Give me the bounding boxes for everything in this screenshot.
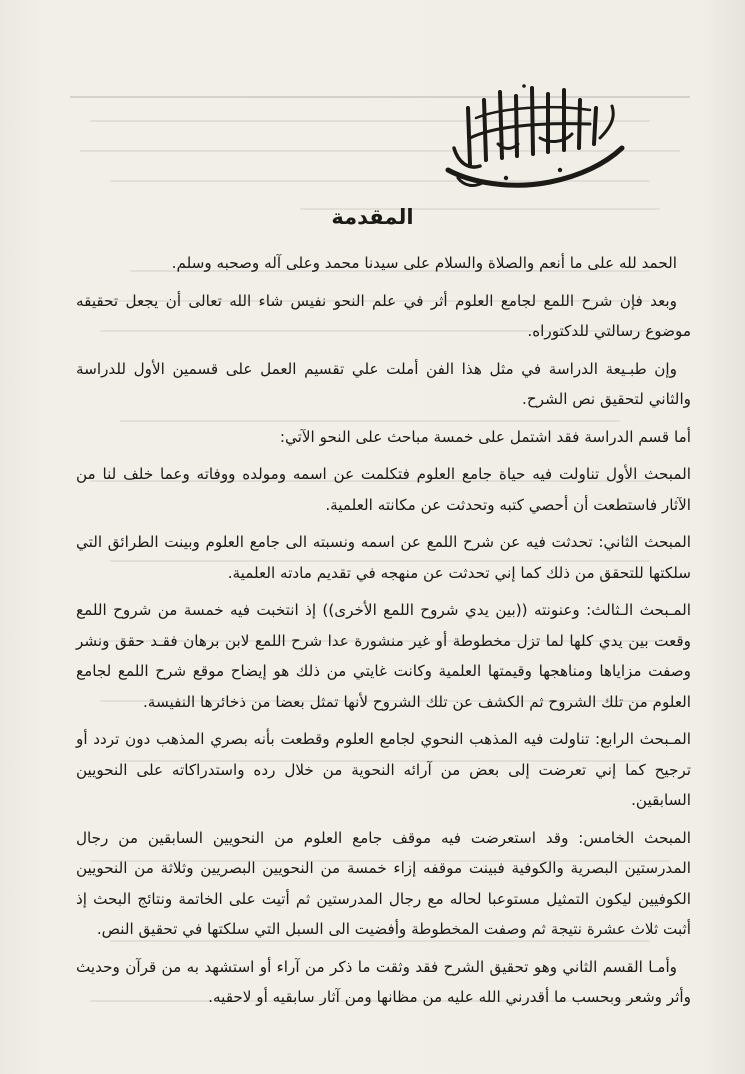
body-text [76, 248, 691, 1020]
paragraph: المبحث الخامس: وقد استعرضت فيه موقف جامع العلوم من النحويين السابقين من رجال المدرستين البصرية والكوفية فبينت موقفه إزاء خمسة من النحويين البصريين وثلاثة من النحويين الكوفيين ليكون التمثيل مستوعبا لحاله مع رجال المدرستين ثم أتيت على الخاتمة ونتائج البحث إذ أثبت ثلاث عشرة نتيجة ثم وصفت المخطوطة وأفضيت الى السبل التي سلكتها في تحقيق النص. [76, 828, 691, 938]
paragraph: المبحث الأول تناولت فيه حياة جامع العلوم فتكلمت عن اسمه ومولده ووفاته وعما خلف لنا من الآثار فاستطعت أن أحصي كتبه وتحدثت عن مكانته العلمية. [76, 465, 691, 514]
basmala-text: بسم الله الرحمن الرحيم [529, 194, 541, 195]
page-heading: المقدمة [331, 205, 414, 229]
paragraph: المـبحث الرابع: تناولت فيه المذهب النحوي لجامع العلوم وقطعت بأنه بصري المذهب دون تردد أو ترجيح كما إني تعرضت إلى بعض من آرائه النحوية من خلال رده واستدراكاته على النحويين السابقين. [76, 730, 691, 809]
basmala-calligraphy [440, 78, 630, 198]
paragraph: الحمد لله على ما أنعم والصلاة والسلام على سيدنا محمد وعلى آله وصحبه وسلم. [171, 254, 677, 272]
paragraph: المـبحث الـثالث: وعنونته ((بين يدي شروح اللمع الأخرى)) إذ انتخبت فيه خمسة من شروح اللمع وقعت بين يدي كلها لما تزل مخطوطة أو غير منشورة عدا شرح اللمع لابن برهان فقـد حقق ونشر وصفت مزاياها ومناهجها وقيمتها العلمية وكانت غايتي من ذلك هو إيضاح موقع شرح اللمع لجامع العلوم من تلك الشروح ثم الكشف عن تلك الشروح لأنها تمثل بعضا من ذخائرها النفيسة. [76, 601, 691, 711]
paragraph: وأمـا القسم الثاني وهو تحقيق الشرح فقد وثقت ما ذكر من آراء أو استشهد به من قرآن وحديث وأثر وشعر وبحسب ما أقدرني الله عليه من مظانها ومن آثار سابقيه أو لاحقيه. [76, 957, 691, 1006]
paragraph: المبحث الثاني: تحدثت فيه عن شرح اللمع عن اسمه ونسبته الى جامع العلوم وبينت الطرائق التي سلكتها للتحقق من ذلك كما إني تحدثت عن منهجه في تقديم مادته العلمية. [76, 533, 691, 582]
paragraph: وإن طبـيعة الدراسة في مثل هذا الفن أملت علي تقسيم العمل على قسمين الأول للدراسة والثاني لتحقيق نص الشرح. [76, 359, 691, 408]
paragraph: أما قسم الدراسة فقد اشتمل على خمسة مباحث على النحو الآتي: [279, 427, 691, 446]
paragraph: وبعد فإن شرح اللمع لجامع العلوم أثر في علم النحو نفيس شاء الله تعالى أن يجعل تحقيقه موضوع رسالتي للدكتوراه. [76, 291, 691, 340]
